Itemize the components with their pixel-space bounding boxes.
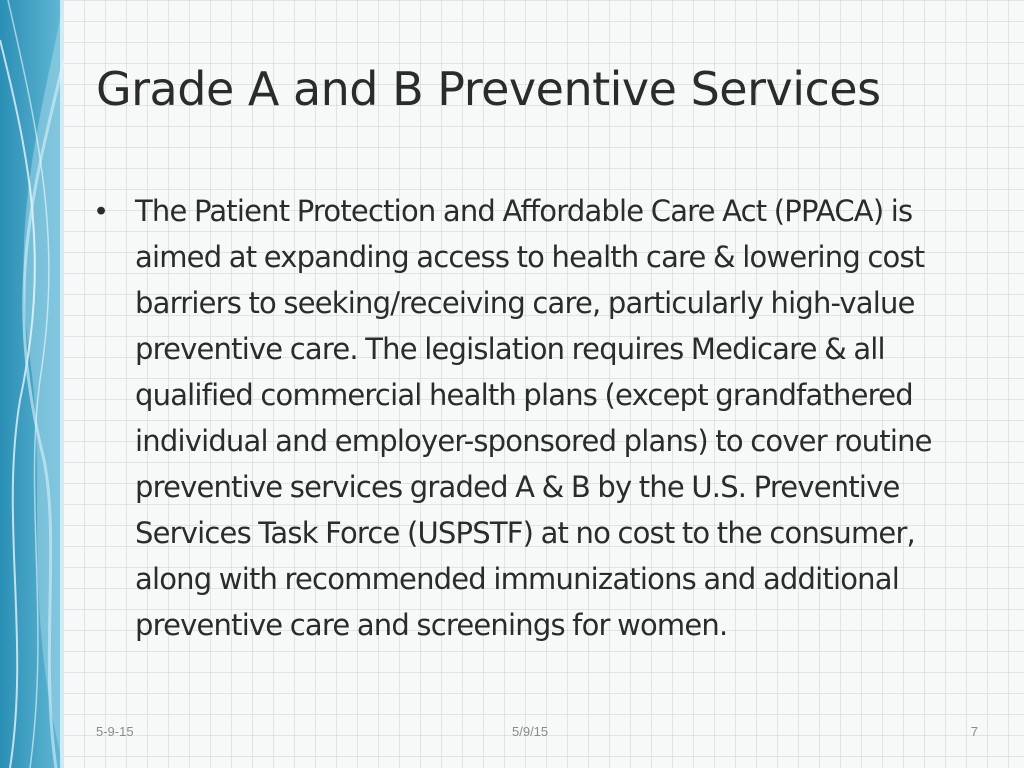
bullet-text: The Patient Protection and Affordable Care Act (PPACA) is aimed at expanding access to health care & lowering cost barriers to seeking/receiving care, particularly high-value preventive care. The legislation requires Medicare & all qualified commercial health plans (except grandfathered individual and employer-sponsored plans) to cover routine preventive services graded A & B by the U.S. Preventive Services Task Force (USPSTF) at no cost to the consumer, along with recommended immunizations and additional preventive care and screenings for women. — [135, 194, 932, 642]
footer-date-left: 5-9-15 — [96, 724, 134, 739]
bullet-item — [96, 188, 986, 648]
wave-decoration-icon — [0, 0, 64, 768]
footer-date-center: 5/9/15 — [512, 724, 549, 739]
slide-title: Grade A and B Preventive Services — [96, 62, 881, 116]
bullet-list — [96, 188, 986, 648]
decorative-side-band — [0, 0, 64, 768]
slide-number: 7 — [970, 724, 978, 739]
bullet-point-icon: • — [96, 195, 107, 227]
